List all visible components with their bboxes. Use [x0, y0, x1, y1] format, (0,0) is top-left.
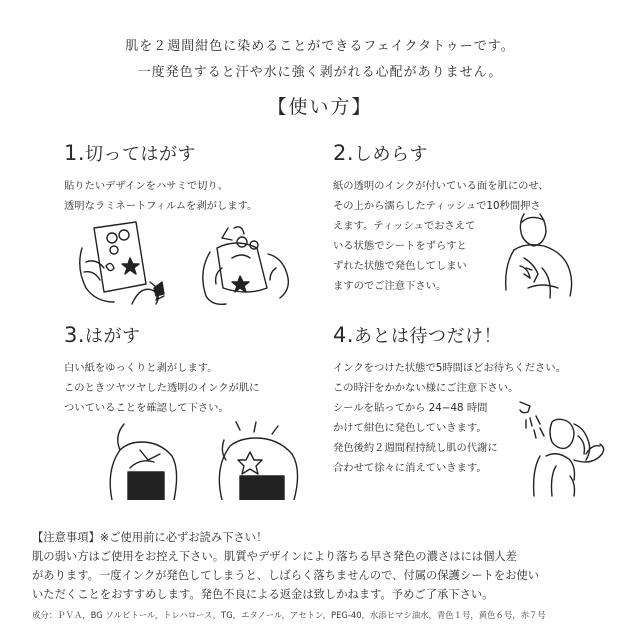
ingredients-list: 成分：ＰＶＡ，BG ソルビトール，トレハロース，TG，エタノール，アセトン，PEG-40，水添ヒマシ油水，青色１号，黄色６号，赤７号	[32, 610, 546, 620]
step-2-number: 2.	[333, 141, 355, 165]
intro-line-2: 一度発色すると汗や水に強く剥がれる心配がありません。	[137, 65, 503, 80]
step-4-line: かけて紺色に発色していきます。	[333, 422, 487, 434]
step-3-title: はがす	[85, 326, 141, 347]
woman-pressing-tissue-illustration-icon	[494, 212, 578, 302]
step-1-line: 透明なラミネートフィルムを剥がします。	[64, 200, 258, 212]
hands-cutting-sheet-illustration-icon	[72, 218, 302, 308]
step-4-line: インクをつけた状態で5時間ほどお待ちください。	[333, 362, 566, 374]
step-2-line: えます。ティッシュでおさえて	[333, 220, 476, 232]
intro-text	[0, 34, 640, 86]
step-2-line: ますのでご注意下さい。	[333, 280, 447, 292]
step-3	[64, 322, 259, 418]
caution-heading: 【注意事項】※ご使用前に必ずお読み下さい！	[32, 531, 268, 544]
step-3-line: このときツヤツヤした透明のインクが肌に	[64, 382, 260, 394]
step-1-title: 切ってはがす	[85, 144, 197, 165]
caution-line: があります。一度インクが発色してしまうと、しばらく落ちませんので、付属の保護シートをお使い	[32, 569, 540, 582]
step-3-heading	[64, 322, 259, 348]
caution-body	[32, 547, 622, 604]
step-2-heading	[333, 140, 549, 166]
step-1	[64, 140, 257, 216]
step-4-number: 4.	[333, 323, 355, 347]
step-1-heading	[64, 140, 257, 166]
caution-line: いただくことをおすすめします。発色不良による返金は致しかねます。予めご了承下さい。	[32, 588, 494, 601]
step-1-number: 1.	[64, 141, 86, 165]
step-3-number: 3.	[64, 323, 86, 347]
caution-notes	[32, 528, 622, 625]
step-2-line: ずれた状態で発色してしまい	[333, 260, 467, 272]
step-4-heading	[333, 322, 566, 348]
step-4-title: あとは待つだけ！	[354, 326, 503, 347]
woman-showering-illustration-icon	[516, 396, 616, 500]
step-4-line: 発色後約２週間程持続し肌の代謝に	[333, 442, 498, 454]
caution-line: 肌の弱い方はご使用をお控え下さい。肌質やデザインにより落ちる早さ発色の濃さはには個人差	[32, 550, 517, 563]
section-title: 【使い方】	[267, 96, 373, 118]
step-2-title: しめらす	[354, 144, 429, 165]
step-2-line: いる状態でシートをずらすと	[333, 240, 467, 252]
step-4-line: 合わせて徐々に消えていきます。	[333, 462, 487, 474]
step-2-line: その上から濡らしたティッシュで10秒間押さ	[333, 200, 541, 212]
step-1-line: 貼りたいデザインをハサミで切り、	[64, 180, 229, 192]
step-3-line: 白い紙をゆっくりと剥がします。	[64, 362, 218, 374]
step-3-line: ついていることを確認して下さい。	[64, 402, 229, 414]
step-3-description	[64, 358, 259, 418]
intro-line-1: 肌を２週間紺色に染めることができるフェイクタトゥーです。	[125, 39, 515, 54]
step-4-line: この時汗をかかない様にご注意下さい。	[333, 382, 519, 394]
woman-peeling-sheet-illustration-icon	[100, 420, 320, 500]
step-2-line: 紙の透明のインクが付いている面を肌にのせ、	[333, 180, 549, 192]
step-1-description	[64, 176, 257, 216]
step-4-line: シールを貼ってから 24−48 時間	[333, 402, 488, 414]
